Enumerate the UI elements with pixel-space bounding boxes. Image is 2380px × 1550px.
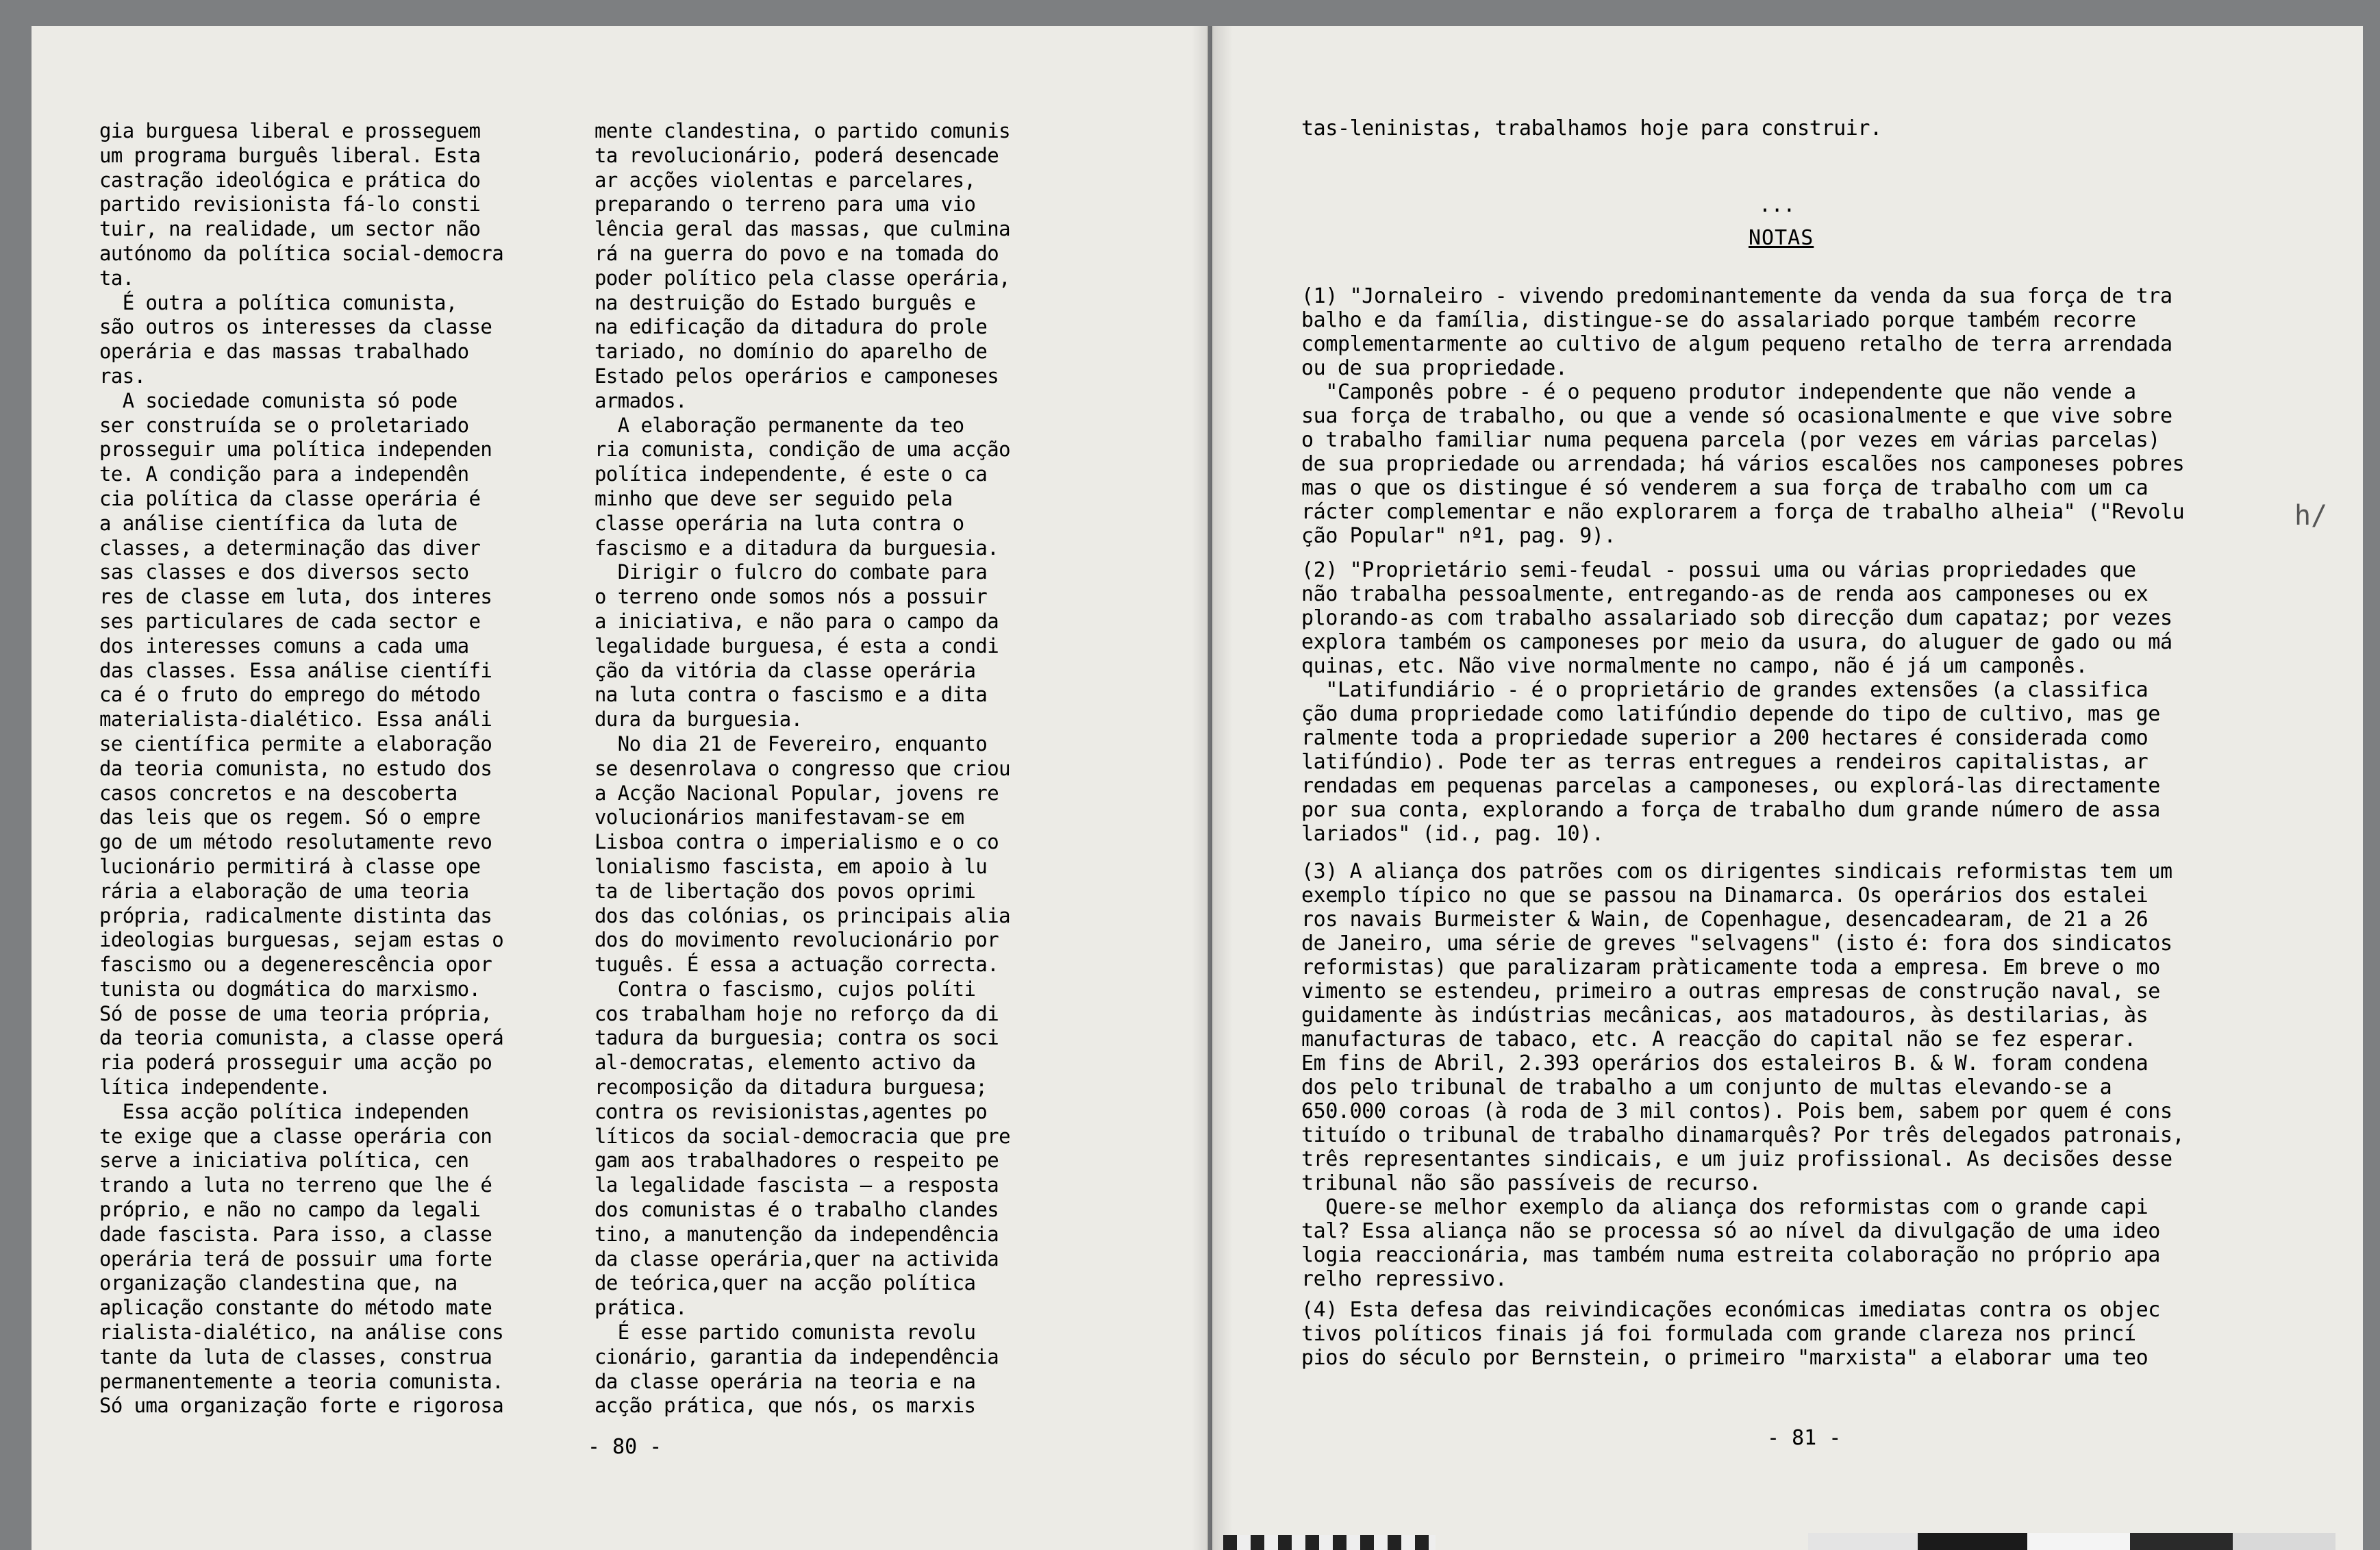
text-line: organização clandestina que, na <box>99 1271 458 1295</box>
ellipsis: ... <box>1759 193 1795 217</box>
note-line: sua força de trabalho, ou que a vende só ocasionalmente e que vive sobre <box>1301 404 2172 428</box>
text-line: ca é o fruto do emprego do método <box>99 683 481 707</box>
left-page-column-2 <box>594 119 1010 1418</box>
text-line: castração ideológica e prática do <box>99 168 481 192</box>
note-line: explora também os camponeses por meio da usura, do aluguer de gado ou má <box>1301 630 2172 654</box>
handwritten-margin-note: h/ <box>2294 500 2328 532</box>
text-line: ria poderá prosseguir uma acção po <box>99 1051 492 1075</box>
text-line: lucionário permitirá à classe ope <box>99 854 481 878</box>
text-line: política independente, é este o ca <box>594 462 988 486</box>
text-line: da classe operária na teoria e na <box>594 1369 976 1393</box>
text-line: sas classes e dos diversos secto <box>99 560 469 584</box>
text-line: prática. <box>594 1296 687 1320</box>
text-line: rialista-dialético, na análise cons <box>99 1321 504 1345</box>
note-line: Quere-se melhor exemplo da aliança dos reformistas com o grande capi <box>1301 1195 2149 1219</box>
text-line: cionário, garantia da independência <box>594 1345 999 1368</box>
note-line: o trabalho familiar numa pequena parcela (por vezes em várias parcelas) <box>1301 428 2160 452</box>
note-line: vimento se estendeu, primeiro a outras empresas de construção naval, se <box>1301 979 2160 1003</box>
note-line: por sua conta, explorando a força de trabalho dum grande número de assa <box>1301 798 2160 822</box>
text-line: Lisboa contra o imperialismo e o co <box>594 830 999 854</box>
text-line: minho que deve ser seguido pela <box>594 486 953 510</box>
text-line: prosseguir uma política independen <box>99 438 492 462</box>
note-line: (4) Esta defesa das reivindicações económicas imediatas contra os objec <box>1301 1298 2160 1322</box>
text-line: Só de posse de uma teoria própria, <box>99 1001 492 1025</box>
text-line: gia burguesa liberal e prosseguem <box>99 119 481 142</box>
note-line: ralmente toda a propriedade superior a 200 hectares é considerada como <box>1301 726 2149 750</box>
note-line: ros navais Burmeister & Wain, de Copenhague, desencadearam, de 21 a 26 <box>1301 908 2149 932</box>
text-line: ta. <box>99 266 134 290</box>
text-line: res de classe em luta, dos interes <box>99 585 492 609</box>
page-number-left: - 80 - <box>588 1435 662 1459</box>
text-line: A sociedade comunista só pode <box>99 388 458 412</box>
text-line: se desenrolava o congresso que criou <box>594 756 1010 780</box>
text-line: lítica independente. <box>99 1075 331 1099</box>
text-line: tadura da burguesia; contra os soci <box>594 1026 999 1050</box>
notes-title: NOTAS <box>1749 226 1814 250</box>
text-line: dade fascista. Para isso, a classe <box>99 1222 492 1246</box>
note-line: três representantes sindicais, e um juiz profissional. As decisões desse <box>1301 1147 2172 1171</box>
note-line: Em fins de Abril, 2.393 operários dos estaleiros B. & W. foram condena <box>1301 1051 2149 1075</box>
text-line: tuguês. É essa a actuação correcta. <box>594 953 999 977</box>
text-line: trando a luta no terreno que lhe é <box>99 1173 492 1197</box>
note-line: reformistas) que paralizaram pràticamente toda a empresa. Em breve o mo <box>1301 955 2160 979</box>
text-line: la legalidade fascista — a resposta <box>594 1173 999 1197</box>
text-line: poder político pela classe operária, <box>594 266 1010 290</box>
text-line: são outros os interesses da classe <box>99 315 492 339</box>
text-line: al-democratas, elemento activo da <box>594 1051 976 1075</box>
text-line: tunista ou dogmática do marxismo. <box>99 977 481 1001</box>
note-line: plorando-as com trabalho assalariado sob direcção dum capataz; por vezes <box>1301 606 2172 630</box>
text-line: tante da luta de classes, construa <box>99 1345 492 1368</box>
scale-bar <box>1223 1535 1436 1550</box>
text-line: legalidade burguesa, é esta a condi <box>594 634 999 658</box>
text-line: partido revisionista fá-lo consti <box>99 192 481 216</box>
opening-line: tas-leninistas, trabalhamos hoje para construir. <box>1301 116 1882 140</box>
text-line: te. A condição para a independên <box>99 462 469 486</box>
text-line: de teórica,quer na acção política <box>594 1271 976 1295</box>
note-line: (1) "Jornaleiro - vivendo predominantemente da venda da sua força de tra <box>1301 284 2172 308</box>
text-line: É esse partido comunista revolu <box>594 1321 976 1345</box>
text-line: na luta contra o fascismo e a dita <box>594 683 988 707</box>
text-line: classe operária na luta contra o <box>594 511 964 535</box>
note-line: de sua propriedade ou arrendada; há vários escalões nos camponeses pobres <box>1301 452 2185 476</box>
note-line: tal? Essa aliança não se processa só ao nível da divulgação de uma ideo <box>1301 1219 2160 1243</box>
text-line: aplicação constante do método mate <box>99 1296 492 1320</box>
text-line: Só uma organização forte e rigorosa <box>99 1394 504 1418</box>
note-line: dos pelo tribunal de trabalho a um conjunto de multas elevando-se a <box>1301 1075 2112 1099</box>
note-line: tituído o tribunal de trabalho dinamarquês? Por três delegados patronais, <box>1301 1123 2185 1147</box>
note-line: rendadas em pequenas parcelas a camponeses, ou explorá-las directamente <box>1301 774 2160 798</box>
text-line: da teoria comunista, no estudo dos <box>99 756 492 780</box>
text-line: própria, radicalmente distinta das <box>99 903 492 927</box>
text-line: das leis que os regem. Só o empre <box>99 805 481 829</box>
color-calibration-strip <box>1808 1533 2335 1550</box>
page-number-right: - 81 - <box>1767 1426 1842 1450</box>
note-line: ção Popular" nº1, pag. 9). <box>1301 524 1616 548</box>
note-line: manufacturas de tabaco, etc. A reacção do capital não se fez esperar. <box>1301 1027 2136 1051</box>
note-line: tribunal não são passíveis de recurso. <box>1301 1171 1762 1195</box>
note-line: "Latifundiário - é o proprietário de grandes extensões (a classifica <box>1301 678 2149 702</box>
text-line: próprio, e não no campo da legali <box>99 1198 481 1222</box>
text-line: A elaboração permanente da teo <box>594 413 964 437</box>
text-line: ideologias burguesas, sejam estas o <box>99 928 504 952</box>
note-line: (2) "Proprietário semi-feudal - possui uma ou várias propriedades que <box>1301 558 2136 582</box>
text-line: operária terá de possuir uma forte <box>99 1247 492 1271</box>
text-line: casos concretos e na descoberta <box>99 781 458 805</box>
text-line: mente clandestina, o partido comunis <box>594 119 1010 142</box>
note-line: balho e da família, distingue-se do assalariado porque também recorre <box>1301 308 2136 332</box>
note-line: exemplo típico no que se passou na Dinamarca. Os operários dos estalei <box>1301 884 2149 908</box>
note-line: relho repressivo. <box>1301 1267 1507 1291</box>
left-page-column-1 <box>99 119 503 1418</box>
note-line: ou de sua propriedade. <box>1301 356 1568 380</box>
note-line: pios do século por Bernstein, o primeiro "marxista" a elaborar uma teo <box>1301 1346 2149 1370</box>
text-line: ta revolucionário, poderá desencade <box>594 143 999 167</box>
text-line: preparando o terreno para uma vio <box>594 192 976 216</box>
note-line: "Camponês pobre - é o pequeno produtor independente que não vende a <box>1301 380 2136 404</box>
text-line: ria comunista, condição de uma acção <box>594 438 1010 462</box>
text-line: te exige que a classe operária con <box>99 1124 492 1148</box>
text-line: cos trabalham hoje no reforço da di <box>594 1001 999 1025</box>
text-line: dos comunistas é o trabalho clandes <box>594 1198 999 1222</box>
note-line: guidamente às indústrias mecânicas, aos matadouros, às destilarias, às <box>1301 1003 2149 1027</box>
text-line: materialista-dialético. Essa análi <box>99 708 492 732</box>
text-line: tuir, na realidade, um sector não <box>99 217 481 241</box>
text-line: dos das colónias, os principais alia <box>594 903 1010 927</box>
text-line: recomposição da ditadura burguesa; <box>594 1075 988 1099</box>
text-line: líticos da social-democracia que pre <box>594 1124 1010 1148</box>
text-line: lonialismo fascista, em apoio à lu <box>594 854 988 878</box>
text-line: da teoria comunista, a classe operá <box>99 1026 504 1050</box>
text-line: na destruição do Estado burguês e <box>594 290 976 314</box>
text-line: ção da vitória da classe operária <box>594 658 976 682</box>
text-line: a análise científica da luta de <box>99 511 458 535</box>
text-line: o terreno onde somos nós a possuir <box>594 585 988 609</box>
text-line: se científica permite a elaboração <box>99 732 492 755</box>
note-line: (3) A aliança dos patrões com os dirigentes sindicais reformistas tem um <box>1301 860 2172 884</box>
text-line: lência geral das massas, que culmina <box>594 217 1010 241</box>
text-line: ta de libertação dos povos oprimi <box>594 879 976 903</box>
text-line: armados. <box>594 388 687 412</box>
text-line: autónomo da política social-democra <box>99 241 504 265</box>
text-line: ser construída se o proletariado <box>99 413 469 437</box>
text-line: serve a iniciativa política, cen <box>99 1149 469 1173</box>
text-line: a iniciativa, e não para o campo da <box>594 609 999 633</box>
note-line: tivos políticos finais já foi formulada com grande clareza nos princí <box>1301 1322 2136 1346</box>
text-line: fascismo ou a degenerescência opor <box>99 953 492 977</box>
text-line: classes, a determinação das diver <box>99 536 481 560</box>
text-line: Contra o fascismo, cujos políti <box>594 977 976 1001</box>
note-line: mas o que os distingue é só venderem a sua força de trabalho com um ca <box>1301 476 2149 500</box>
text-line: go de um método resolutamente revo <box>99 830 492 854</box>
text-line: contra os revisionistas,agentes po <box>594 1099 988 1123</box>
text-line: da classe operária,quer na activida <box>594 1247 999 1271</box>
text-line: dos interesses comuns a cada uma <box>99 634 469 658</box>
book-gutter <box>1192 26 1233 1550</box>
text-line: cia política da classe operária é <box>99 486 481 510</box>
text-line: Estado pelos operários e camponeses <box>594 364 999 388</box>
text-line: No dia 21 de Fevereiro, enquanto <box>594 732 988 755</box>
text-line: rária a elaboração de uma teoria <box>99 879 469 903</box>
note-line: complementarmente ao cultivo de algum pequeno retalho de terra arrendada <box>1301 332 2172 356</box>
text-line: na edificação da ditadura do prole <box>594 315 988 339</box>
text-line: acção prática, que nós, os marxis <box>594 1394 976 1418</box>
text-line: Essa acção política independen <box>99 1099 469 1123</box>
note-line: ção duma propriedade como latifúndio depende do tipo de cultivo, mas ge <box>1301 702 2160 726</box>
text-line: ras. <box>99 364 146 388</box>
note-line: rácter complementar e não explorarem a força de trabalho alheia" ("Revolu <box>1301 500 2185 524</box>
text-line: volucionários manifestavam-se em <box>594 805 964 829</box>
note-line: quinas, etc. Não vive normalmente no campo, não é já um camponês. <box>1301 654 2088 678</box>
text-line: permanentemente a teoria comunista. <box>99 1369 504 1393</box>
note-line: latifúndio). Pode ter as terras entregues a rendeiros capitalistas, ar <box>1301 750 2149 774</box>
text-line: tariado, no domínio do aparelho de <box>594 340 988 364</box>
text-line: a Acção Nacional Popular, jovens re <box>594 781 999 805</box>
text-line: ar acções violentas e parcelares, <box>594 168 976 192</box>
note-line: não trabalha pessoalmente, entregando-as de renda aos camponeses ou ex <box>1301 582 2149 606</box>
text-line: Dirigir o fulcro do combate para <box>594 560 988 584</box>
note-line: logia reaccionária, mas também numa estreita colaboração no próprio apa <box>1301 1243 2160 1267</box>
text-line: rá na guerra do povo e na tomada do <box>594 241 999 265</box>
text-line: operária e das massas trabalhado <box>99 340 469 364</box>
note-line: lariados" (id., pag. 10). <box>1301 822 1604 846</box>
text-line: tino, a manutenção da independência <box>594 1222 999 1246</box>
text-line: fascismo e a ditadura da burguesia. <box>594 536 999 560</box>
text-line: dura da burguesia. <box>594 708 803 732</box>
text-line: ses particulares de cada sector e <box>99 609 481 633</box>
text-line: É outra a política comunista, <box>99 290 458 314</box>
text-line: gam aos trabalhadores o respeito pe <box>594 1149 999 1173</box>
note-line: 650.000 coroas (à roda de 3 mil contos). Pois bem, sabem por quem é cons <box>1301 1099 2172 1123</box>
text-line: das classes. Essa análise científi <box>99 658 492 682</box>
text-line: dos do movimento revolucionário por <box>594 928 999 952</box>
note-line: de Janeiro, uma série de greves "selvagens" (isto é: fora dos sindicatos <box>1301 932 2172 955</box>
text-line: um programa burguês liberal. Esta <box>99 143 481 167</box>
